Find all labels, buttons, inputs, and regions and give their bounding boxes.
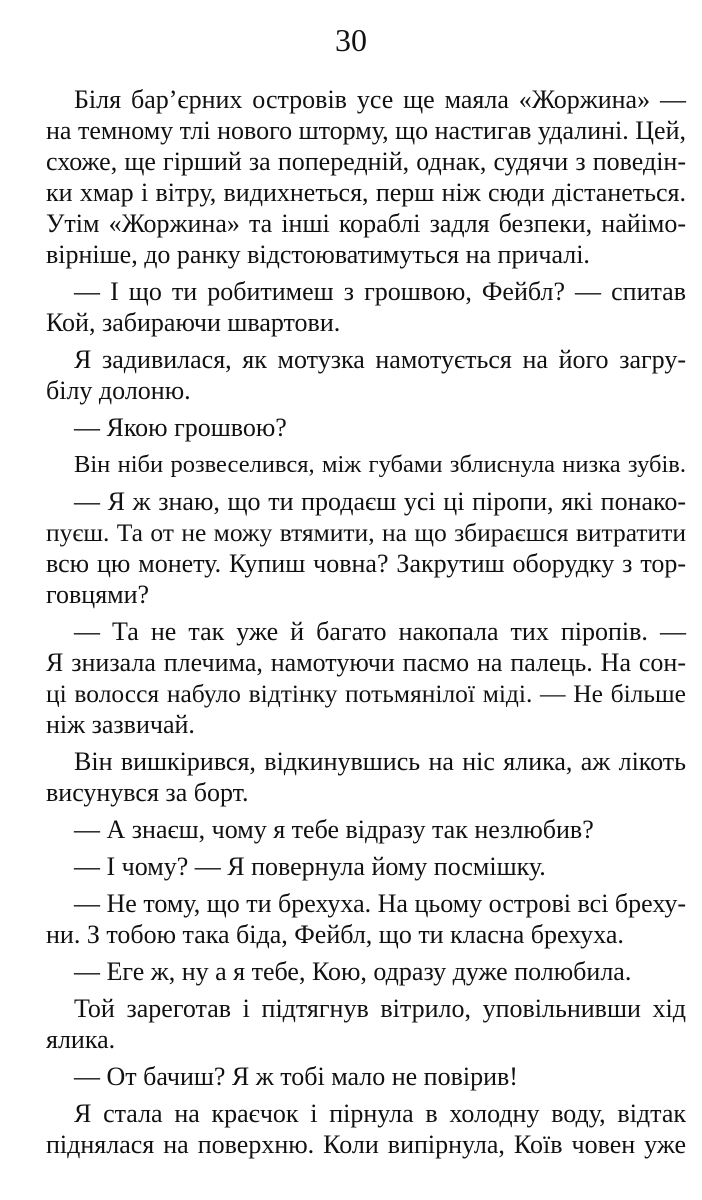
text-line: — Я ж знаю, що ти продаєш усі ці піропи, які понако-	[74, 487, 686, 516]
body-text	[46, 84, 686, 1160]
text-line: висунувся за борт.	[46, 778, 249, 807]
text-line: білу долоню.	[46, 376, 191, 405]
text-line: Біля бар’єрних островів усе ще маяла «Жоржина» —	[74, 85, 686, 114]
text-line: всю цю монету. Купиш човна? Закрутиш оборудку з тор-	[46, 549, 686, 578]
text-line: Кой, забираючи швартови.	[46, 308, 341, 337]
text-line: — Якою грошвою?	[74, 413, 287, 442]
text-line: піднялася на поверхню. Коли випірнула, Коїв човен уже	[46, 1130, 686, 1159]
text-line: — А знаєш, чому я тебе відразу так незлюбив?	[74, 815, 594, 844]
text-line: — І чому? — Я повернула йому посмішку.	[74, 852, 546, 881]
text-line: — Еге ж, ну а я тебе, Кою, одразу дуже полюбила.	[74, 957, 632, 986]
text-line: Я знизала плечима, намотуючи пасмо на палець. На сон-	[46, 648, 686, 677]
text-line: — Та не так уже й багато накопала тих піропів. —	[74, 617, 686, 646]
text-line: схоже, ще гірший за попередній, однак, судячи з поведін-	[46, 147, 686, 176]
text-line: ни. З тобою така біда, Фейбл, що ти класна брехуха.	[46, 920, 624, 949]
text-line: ки хмар і вітру, видихнеться, перш ніж сюди дістанеться.	[46, 178, 686, 207]
text-line: Він вишкірився, відкинувшись на ніс ялика, аж лікоть	[74, 747, 686, 776]
text-line: Я стала на краєчок і пірнула в холодну воду, відтак	[74, 1099, 686, 1128]
text-line: говцями?	[46, 580, 150, 609]
text-line: ніж зазвичай.	[46, 710, 195, 739]
text-line: пуєш. Та от не можу втямити, на що збираєшся витратити	[46, 518, 686, 547]
text-line: вірніше, до ранку відстоюватимуться на причалі.	[46, 240, 590, 269]
text-line: — От бачиш? Я ж тобі мало не повірив!	[74, 1062, 518, 1091]
text-line: ялика.	[46, 1025, 116, 1054]
text-line: ці волосся набуло відтінку потьмянілої міді. — Не більше	[46, 679, 686, 708]
text-line: Я задивилася, як мотузка намотується на його загру-	[74, 345, 686, 374]
text-line: Той зареготав і підтягнув вітрило, уповільнивши хід	[74, 994, 686, 1023]
text-line: — Не тому, що ти брехуха. На цьому острові всі бреху-	[74, 889, 687, 918]
page-number: 30	[335, 22, 367, 58]
text-line: — І що ти робитимеш з грошвою, Фейбл? — спитав	[74, 277, 686, 306]
text-line: Утім «Жоржина» та інші кораблі задля безпеки, найімо-	[46, 209, 686, 238]
text-line: Він ніби розвеселився, між губами зблиснула низка зубів.	[74, 451, 686, 478]
text-line: на темному тлі нового шторму, що настигав удалині. Цей,	[46, 116, 687, 145]
